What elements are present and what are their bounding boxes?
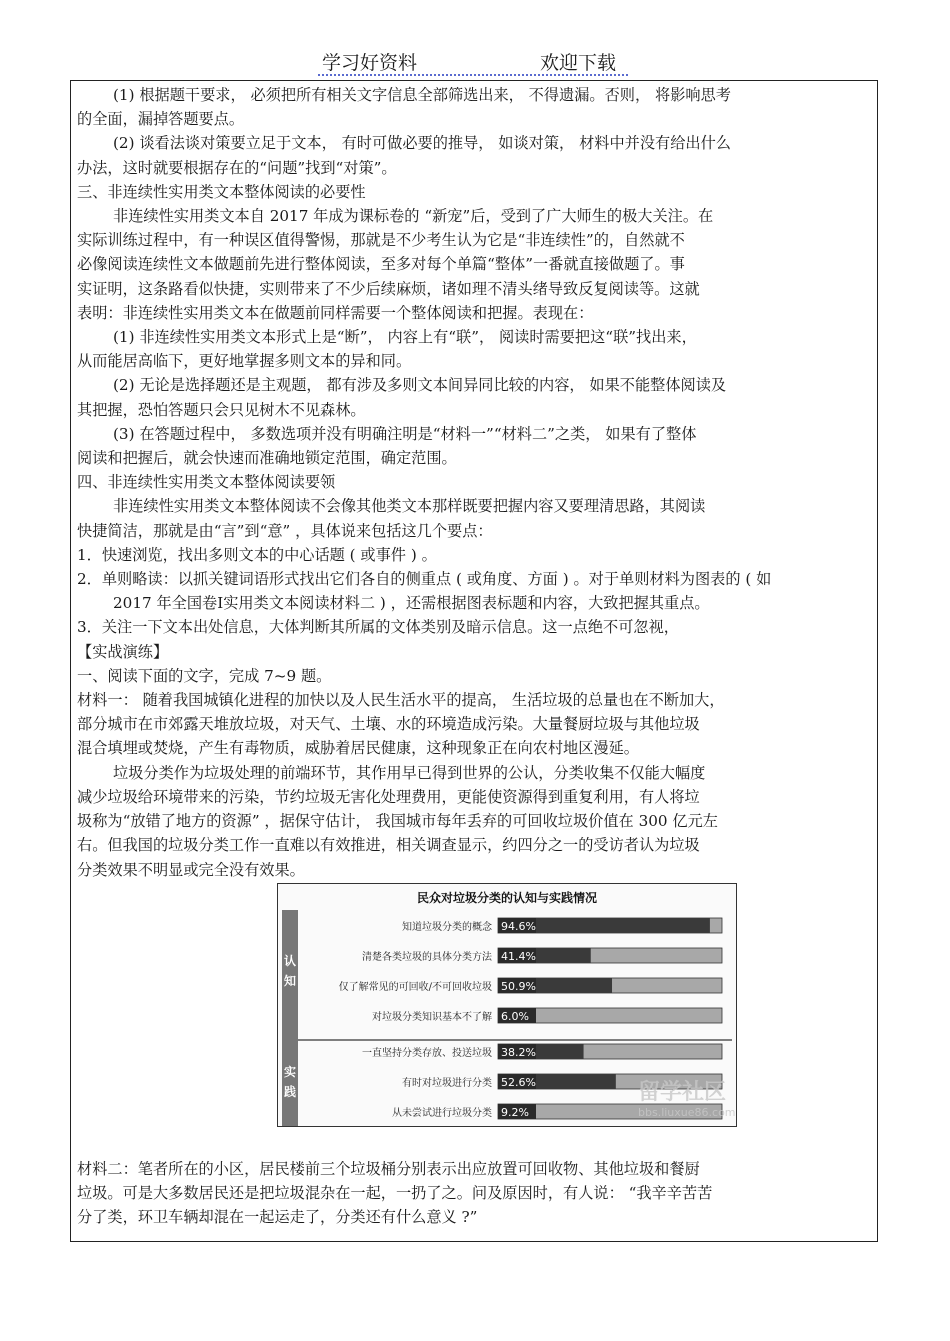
text-line: 分了类，环卫车辆却混在一起运走了，分类还有什么意义 ?” [77, 1208, 478, 1227]
body-text [77, 83, 873, 882]
text-line: (2) 谈看法谈对策要立足于文本， 有时可做必要的推导， 如谈对策， 材料中并没有给出什么 [113, 134, 731, 153]
category-label: 有时对垃圾进行分类 [402, 1078, 492, 1089]
text-line: (3) 在答题过程中， 多数选项并没有明确注明是“材料一”“材料二”之类， 如果有了整体 [113, 424, 697, 443]
text-line: 右。但我国的垃圾分类工作一直难以有效推进，相关调查显示，约四分之一的受访者认为垃圾 [77, 836, 700, 855]
text-line: 三、非连续性实用类文本整体阅读的必要性 [77, 182, 366, 201]
text-line: 1．快速浏览，找出多则文本的中心话题 ( 或事件 ) 。 [77, 545, 437, 564]
group-label-char: 认 [283, 954, 297, 968]
category-label: 对垃圾分类知识基本不了解 [372, 1012, 492, 1023]
text-line: (1) 非连续性实用类文本形式上是“断”， 内容上有“联”， 阅读时需要把这“联”找出来， [113, 328, 697, 347]
text-line: 混合填埋或焚烧，产生有毒物质，威胁着居民健康，这种现象正在向农村地区漫延。 [77, 739, 639, 758]
category-label: 清楚各类垃圾的具体分类方法 [362, 952, 492, 963]
material-two-text [77, 1157, 873, 1230]
text-line: 分类效果不明显或完全没有效果。 [77, 860, 305, 879]
text-line: 从而能居高临下，更好地掌握多则文本的异和同。 [77, 352, 412, 371]
text-line: 垃圾分类作为垃圾处理的前端环节，其作用早已得到世界的公认，分类收集不仅能大幅度 [113, 763, 706, 782]
page-header [0, 48, 950, 78]
text-line: 圾称为“放错了地方的资源” ，据保守估计， 我国城市每年丢弃的可回收垃圾价值在 300 亿元左 [77, 812, 718, 831]
text-line: 2017 年全国卷Ⅰ实用类文本阅读材料二 ) ，还需根据图表标题和内容，大致把握其重点。 [113, 594, 710, 613]
bar-value-label: 50.9% [501, 980, 536, 993]
content-frame [70, 80, 878, 1242]
chart-svg [278, 884, 736, 1126]
category-label: 一直坚持分类存放、投送垃圾 [362, 1048, 492, 1059]
bar-value-label: 38.2% [501, 1046, 536, 1059]
text-line: 快捷简洁，那就是由“言”到“意” ，具体说来包括这几个要点： [77, 521, 493, 540]
text-line: 【实战演练】 [77, 642, 169, 661]
text-line: 非连续性实用类文本自 2017 年成为课标卷的 “新宠”后，受到了广大师生的极大关注。在 [113, 207, 714, 226]
text-line: 四、非连续性实用类文本整体阅读要领 [77, 473, 336, 492]
bar-value-label: 52.6% [501, 1076, 536, 1089]
text-line: 的全面，漏掉答题要点。 [77, 110, 245, 129]
bar-value-label: 41.4% [501, 950, 536, 963]
text-line: 材料二：笔者所在的小区，居民楼前三个垃圾桶分别表示出应放置可回收物、其他垃圾和餐厨 [77, 1160, 700, 1178]
header-right-text: 欢迎下载 [540, 52, 617, 74]
survey-chart [277, 883, 737, 1127]
text-line: 实证明，这条路看似快捷，实则带来了不少后续麻烦，诸如理不清头绪导致反复阅读等。这就 [77, 279, 700, 298]
text-line: 必像阅读连续性文本做题前先进行整体阅读，至多对每个单篇“整体”一番就直接做题了。事 [77, 255, 685, 274]
category-label: 仅了解常见的可回收/不可回收垃圾 [338, 982, 492, 993]
text-line: 阅读和把握后，就会快速而准确地锁定范围，确定范围。 [77, 449, 457, 468]
header-underline [318, 74, 628, 76]
text-line: (2) 无论是选择题还是主观题， 都有涉及多则文本间异同比较的内容， 如果不能整体阅读及 [113, 376, 727, 395]
group-label-box [282, 1036, 298, 1126]
bar-value-label: 6.0% [501, 1010, 529, 1023]
text-line: (1) 根据题干要求， 必须把所有相关文字信息全部筛选出来， 不得遗漏。否则， 将影响思考 [113, 86, 731, 104]
text-line: 2．单则略读：以抓关键词语形式找出它们各自的侧重点 ( 或角度、方面 ) 。对于单则材料为图表的 ( 如 [77, 570, 772, 589]
category-label: 从未尝试进行垃圾分类 [392, 1108, 492, 1119]
text-line: 部分城市在市郊露天堆放垃圾，对天气、土壤、水的环境造成污染。大量餐厨垃圾与其他垃圾 [77, 715, 700, 734]
header-left-text: 学习好资料 [322, 52, 418, 74]
group-label-char: 知 [283, 974, 297, 988]
text-line: 减少垃圾给环境带来的污染，节约垃圾无害化处理费用，更能使资源得到重复利用，有人将垃 [77, 787, 700, 806]
watermark-url: bbs.liuxue86.com [638, 1106, 736, 1119]
watermark-text: 留学社区 [638, 1080, 727, 1105]
group-label-char: 实 [283, 1065, 297, 1079]
text-line: 一、阅读下面的文字，完成 7~9 题。 [77, 666, 332, 685]
chart-title: 民众对垃圾分类的认知与实践情况 [416, 891, 598, 905]
text-line: 非连续性实用类文本整体阅读不会像其他类文本那样既要把握内容又要理清思路，其阅读 [113, 497, 706, 516]
category-label: 知道垃圾分类的概念 [402, 922, 492, 933]
text-line: 材料一： 随着我国城镇化进程的加快以及人民生活水平的提高， 生活垃圾的总量也在不断加大， [77, 691, 725, 710]
text-line: 实际训练过程中，有一种误区值得警惕，那就是不少考生认为它是“非连续性”的，自然就不 [77, 231, 685, 250]
text-line: 其把握，恐怕答题只会只见树木不见森林。 [77, 400, 366, 419]
text-line: 3．关注一下文本出处信息，大体判断其所属的文体类别及暗示信息。这一点绝不可忽视， [77, 618, 679, 637]
text-line: 办法，这时就要根据存在的“问题”找到“对策”。 [77, 158, 397, 177]
group-label-char: 践 [283, 1085, 297, 1099]
text-line: 垃圾。可是大多数居民还是把垃圾混杂在一起，一扔了之。问及原因时，有人说： “我辛辛苦苦 [77, 1184, 713, 1203]
text-line: 表明：非连续性实用类文本在做题前同样需要一个整体阅读和把握。表现在： [77, 303, 594, 322]
bar-value-label: 9.2% [501, 1106, 529, 1119]
group-label-box [282, 910, 298, 1036]
bar-value-label: 94.6% [501, 920, 536, 933]
